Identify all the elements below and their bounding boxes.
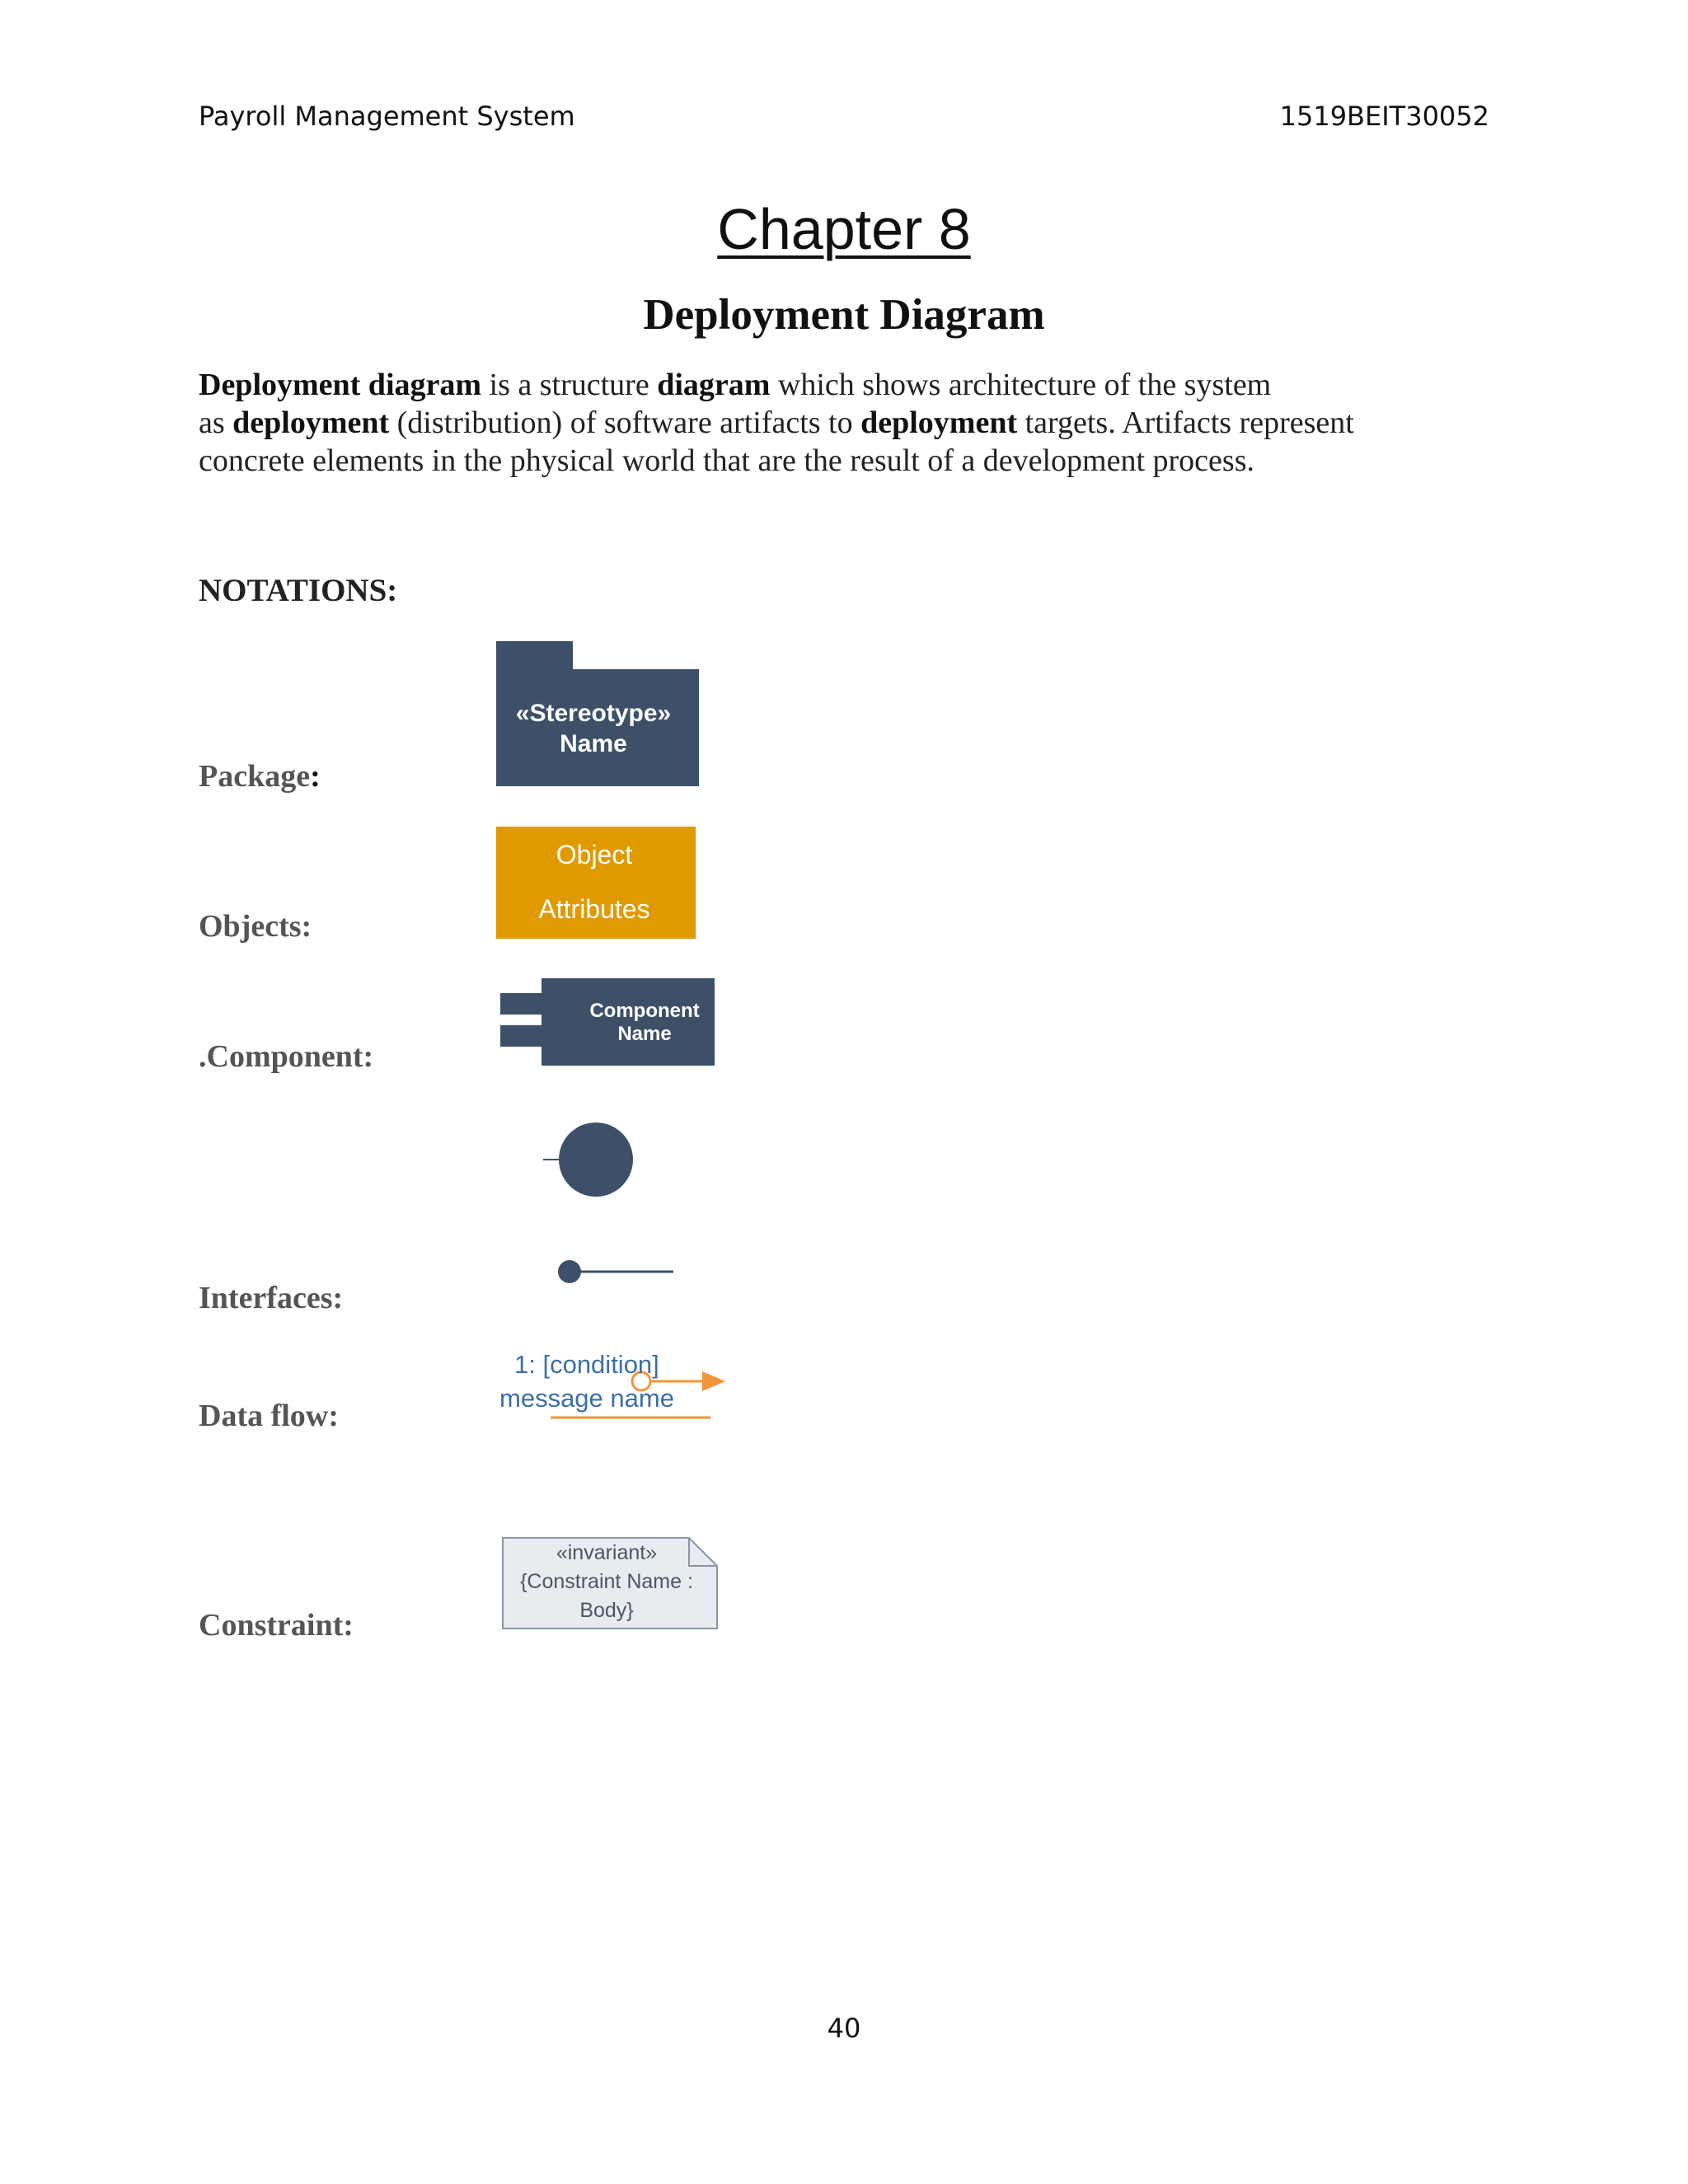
label-interfaces: Interfaces: [199,1281,344,1315]
label-package-colon: : [310,759,321,794]
label-data-flow: Data flow: [199,1399,339,1433]
data-flow-symbol [495,1342,734,1421]
component-port-bottom [500,1025,543,1047]
intro-bold-term: deployment [232,405,390,440]
component-label-1: Component [589,1000,700,1022]
intro-text: which shows architecture of the system [770,368,1272,402]
intro-bold-term: diagram [657,368,771,402]
constraint-body: Body} [579,1599,634,1622]
intro-text: as [199,405,233,440]
flow-condition: 1: [condition] [514,1350,659,1379]
component-symbol [499,977,716,1068]
intro-line-1 [199,366,1484,404]
package-symbol [495,640,701,788]
running-header-id: 1519BEIT30052 [1279,101,1489,132]
chapter-heading: Chapter 8 [717,197,971,261]
intro-paragraph [199,366,1484,480]
object-symbol [495,826,696,940]
intro-text: is a structure [481,368,658,402]
constraint-symbol [501,1536,720,1630]
interface-lollipop-symbol [554,1258,678,1286]
section-title: Deployment Diagram [643,291,1045,339]
intro-line-2 [199,404,1484,442]
object-attributes: Attributes [538,894,650,924]
intro-line-3: concrete elements in the physical world that are the result of a development process. [199,443,1254,478]
component-label-2: Name [617,1023,672,1045]
intro-bold-term: deployment [860,405,1018,440]
intro-text: targets. Artifacts represent [1017,405,1354,440]
component-body [542,978,715,1066]
label-component: .Component: [199,1039,374,1074]
label-objects: Objects: [199,909,312,944]
object-name: Object [556,840,633,869]
flow-message-name: message name [499,1384,674,1413]
intro-text: (distribution) of software artifacts to [389,405,861,440]
package-name: Name [560,730,627,757]
label-package-text: Package [199,759,311,794]
interface-ball [559,1122,633,1197]
intro-bold-term: Deployment diagram [199,368,482,402]
constraint-stereotype: «invariant» [556,1541,658,1564]
package-stereotype: «Stereotype» [515,700,672,727]
flow-arrow-head [702,1371,725,1391]
label-constraint: Constraint: [199,1608,354,1643]
notations-heading: NOTATIONS: [199,573,398,608]
constraint-name: {Constraint Name : [520,1570,693,1593]
label-package [199,758,321,794]
component-port-top [500,993,543,1015]
interface-provided-symbol [540,1114,639,1205]
page-number: 40 [827,2013,861,2044]
running-header-title: Payroll Management System [199,101,575,132]
